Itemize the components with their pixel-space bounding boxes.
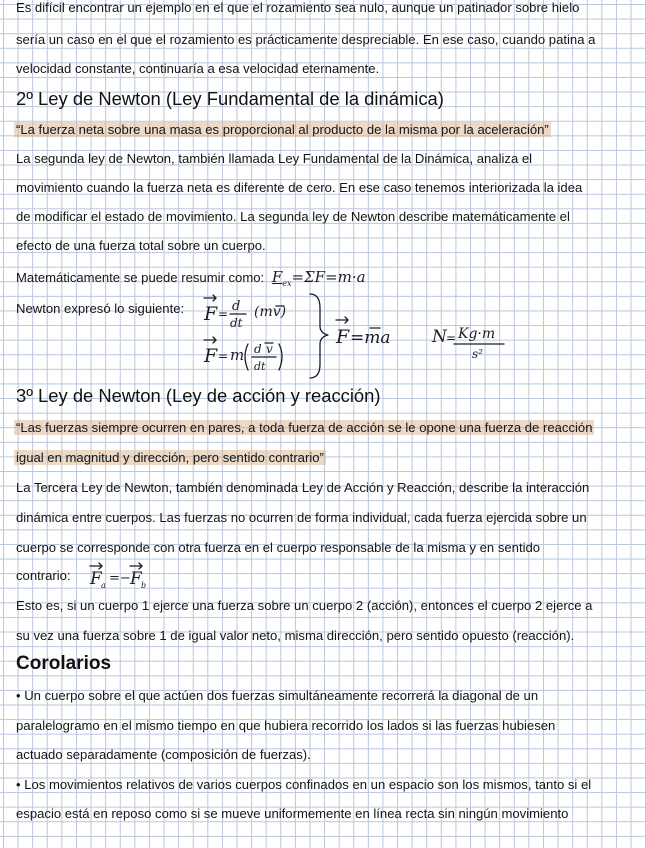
third-law-heading: 3º Ley de Newton (Ley de acción y reacción) (16, 385, 381, 406)
svg-text:v: v (266, 342, 273, 356)
second-law-body-3: de modificar el estado de movimiento. La segunda ley de Newton describe matemáticamente el (16, 209, 570, 224)
svg-text:=−: =− (109, 571, 131, 586)
newton-label: Newton expresó lo siguiente: (16, 301, 185, 316)
hw-force-result: F (336, 326, 350, 348)
intro-line-1: Es difícil encontrar un ejemplo en el que el rozamiento sea nulo, aunque un patinador sobre hielo (16, 0, 580, 15)
svg-text:=: = (446, 331, 457, 345)
svg-text:s²: s² (472, 347, 483, 361)
third-law-example-2: su vez una fuerza sobre 1 de igual valor neto, misma dirección, pero sentido opuesto (reacción). (16, 628, 575, 643)
third-law-body-3: cuerpo se corresponde con otra fuerza en el cuerpo responsable de la misma y en sentido (16, 540, 541, 555)
svg-text:F: F (90, 569, 102, 589)
intro-line-2: sería un caso en el que el rozamiento es prácticamente despreciable. En ese caso, cuando patina a (16, 32, 596, 47)
third-law-quote-2: igual en magnitud y dirección, pero sentido contrario” (16, 450, 324, 465)
hw-newton-unit: N (432, 327, 447, 347)
third-law-body-1: La Tercera Ley de Newton, también denominada Ley de Acción y Reacción, describe la interacción (16, 480, 590, 495)
third-law-quote-1: “Las fuerzas siempre ocurren en pares, a toda fuerza de acción se le opone una fuerza de reacción (16, 420, 593, 435)
svg-text:dt: dt (254, 360, 266, 373)
corollary-line-1: • Un cuerpo sobre el que actúen dos fuerzas simultáneamente recorrerá la diagonal de un (16, 688, 539, 703)
svg-text:Kg·m: Kg·m (458, 326, 496, 342)
svg-text:(mv): (mv) (254, 304, 287, 320)
corollary-line-3: actuado separadamente (composición de fuerzas). (16, 747, 311, 762)
corollary-line-2: paralelogramo en el mismo tiempo en que hubiera recorrido los lados si las fuerzas hubiesen (16, 718, 556, 733)
contrary-line (16, 564, 71, 593)
intro-line-3: velocidad constante, continuaría a esa velocidad eternamente. (16, 61, 380, 76)
svg-text:=ma: =ma (350, 328, 391, 348)
third-law-example-1: Esto es, si un cuerpo 1 ejerce una fuerza sobre un cuerpo 2 (acción), entonces el cuerpo 2 ejerce a (16, 598, 593, 613)
third-law-body-2: dinámica entre cuerpos. Las fuerzas no ocurren de forma individual, cada fuerza ejercida sobre un (16, 510, 587, 525)
second-law-quote: “La fuerza neta sobre una masa es proporcional al producto de la misma por la aceleración” (16, 122, 549, 137)
second-law-body-2: movimiento cuando la fuerza neta es diferente de cero. En ese caso tenemos interiorizada la idea (16, 180, 583, 195)
hw-force-2: F (204, 345, 218, 367)
corollary-line-4: • Los movimientos relativos de varios cuerpos confinados en un espacio son los mismos, tanto si el (16, 777, 592, 792)
math-summary-label: Matemáticamente se puede resumir como: (16, 270, 265, 285)
handwritten-action-reaction (86, 560, 166, 592)
svg-text:d: d (232, 299, 241, 314)
second-law-body-4: efecto de una fuerza total sobre un cuerpo. (16, 238, 266, 253)
second-law-heading: 2º Ley de Newton (Ley Fundamental de la dinámica) (16, 88, 444, 109)
svg-text:b: b (141, 581, 147, 590)
svg-text:dt: dt (230, 316, 243, 330)
handwritten-newton-formulas (196, 288, 576, 382)
svg-text:m: m (230, 346, 245, 364)
hw-force-1: F (204, 303, 218, 325)
corollaries-heading: Corolarios (16, 653, 112, 674)
svg-text:F: F (130, 569, 142, 589)
second-law-body-1: La segunda ley de Newton, también llamada Ley Fundamental de la Dinámica, analiza el (16, 151, 533, 166)
svg-text:=: = (218, 307, 229, 321)
handwritten-sum-formula: $F_{ex}=\Sigma F=m\cdot a$ (271, 268, 366, 288)
svg-text:d: d (254, 342, 262, 356)
contrary-label: contrario: (16, 568, 71, 583)
brace-icon (310, 294, 328, 378)
corollary-line-5: espacio está en reposo como si se mueve uniformemente en línea recta sin ningún movimiento (16, 806, 569, 821)
svg-text:=: = (218, 349, 229, 363)
svg-text:a: a (101, 581, 106, 590)
